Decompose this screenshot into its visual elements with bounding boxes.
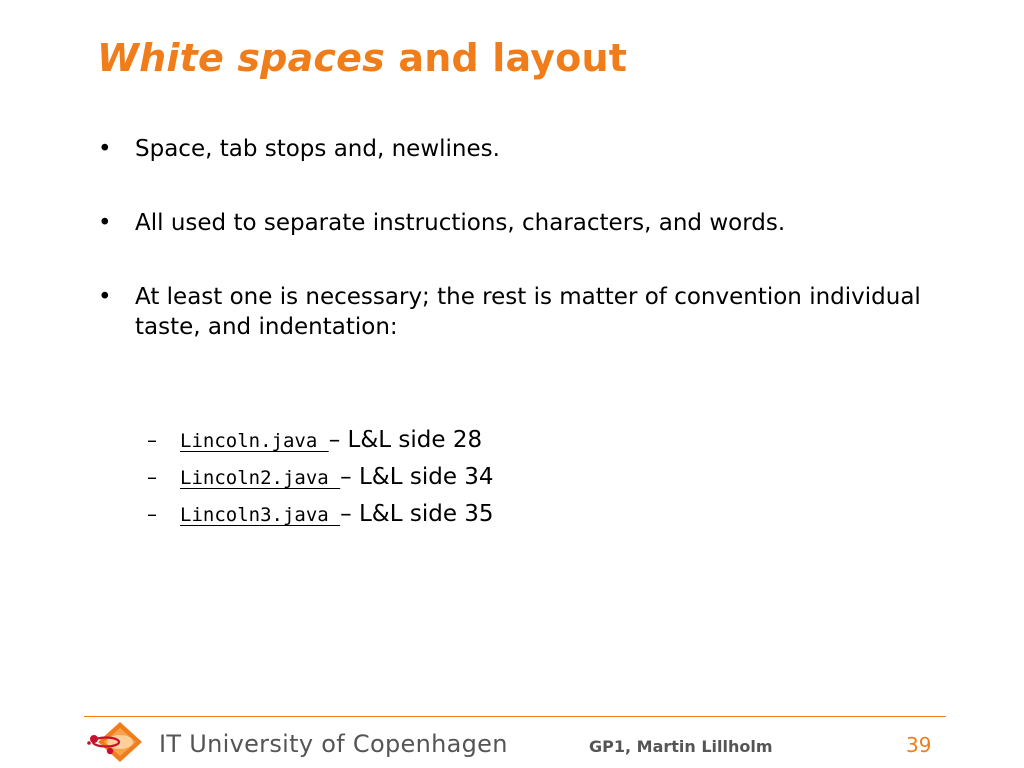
bullet-marker: • bbox=[98, 284, 112, 310]
footer-divider bbox=[84, 716, 946, 717]
slide-title bbox=[97, 36, 627, 80]
bullet-item bbox=[98, 282, 928, 342]
bullet-item bbox=[98, 134, 928, 164]
subitem-reference: – L&L side 35 bbox=[340, 501, 494, 527]
bullet-text: All used to separate instructions, characters, and words. bbox=[135, 210, 786, 236]
bullet-text: Space, tab stops and, newlines. bbox=[135, 136, 500, 162]
bullet-marker: • bbox=[98, 210, 112, 236]
bullet-text: At least one is necessary; the rest is matter of convention individual taste, and indentation: bbox=[135, 284, 921, 340]
subitem-reference: – L&L side 34 bbox=[340, 464, 494, 490]
example-file-item bbox=[147, 459, 494, 496]
author-label: GP1, Martin Lillholm bbox=[589, 737, 773, 756]
subitem-dash: – bbox=[147, 465, 157, 489]
file-link-lincoln3[interactable]: Lincoln3.java bbox=[180, 504, 341, 526]
title-rest: and layout bbox=[384, 36, 628, 80]
subitem-reference: – L&L side 28 bbox=[328, 427, 483, 453]
example-file-list bbox=[147, 422, 494, 533]
subitem-dash: – bbox=[147, 502, 157, 526]
itu-logo-icon bbox=[86, 720, 148, 764]
bullet-list bbox=[98, 134, 928, 386]
file-link-lincoln[interactable]: Lincoln.java bbox=[180, 430, 329, 452]
example-file-item bbox=[147, 496, 494, 533]
bullet-marker: • bbox=[98, 136, 112, 162]
title-emphasis: White spaces bbox=[97, 36, 385, 80]
university-name: IT University of Copenhagen bbox=[159, 730, 508, 758]
subitem-dash: – bbox=[147, 428, 157, 452]
example-file-item bbox=[147, 422, 494, 459]
bullet-item bbox=[98, 208, 928, 238]
page-number: 39 bbox=[906, 733, 932, 757]
file-link-lincoln2[interactable]: Lincoln2.java bbox=[180, 467, 341, 489]
